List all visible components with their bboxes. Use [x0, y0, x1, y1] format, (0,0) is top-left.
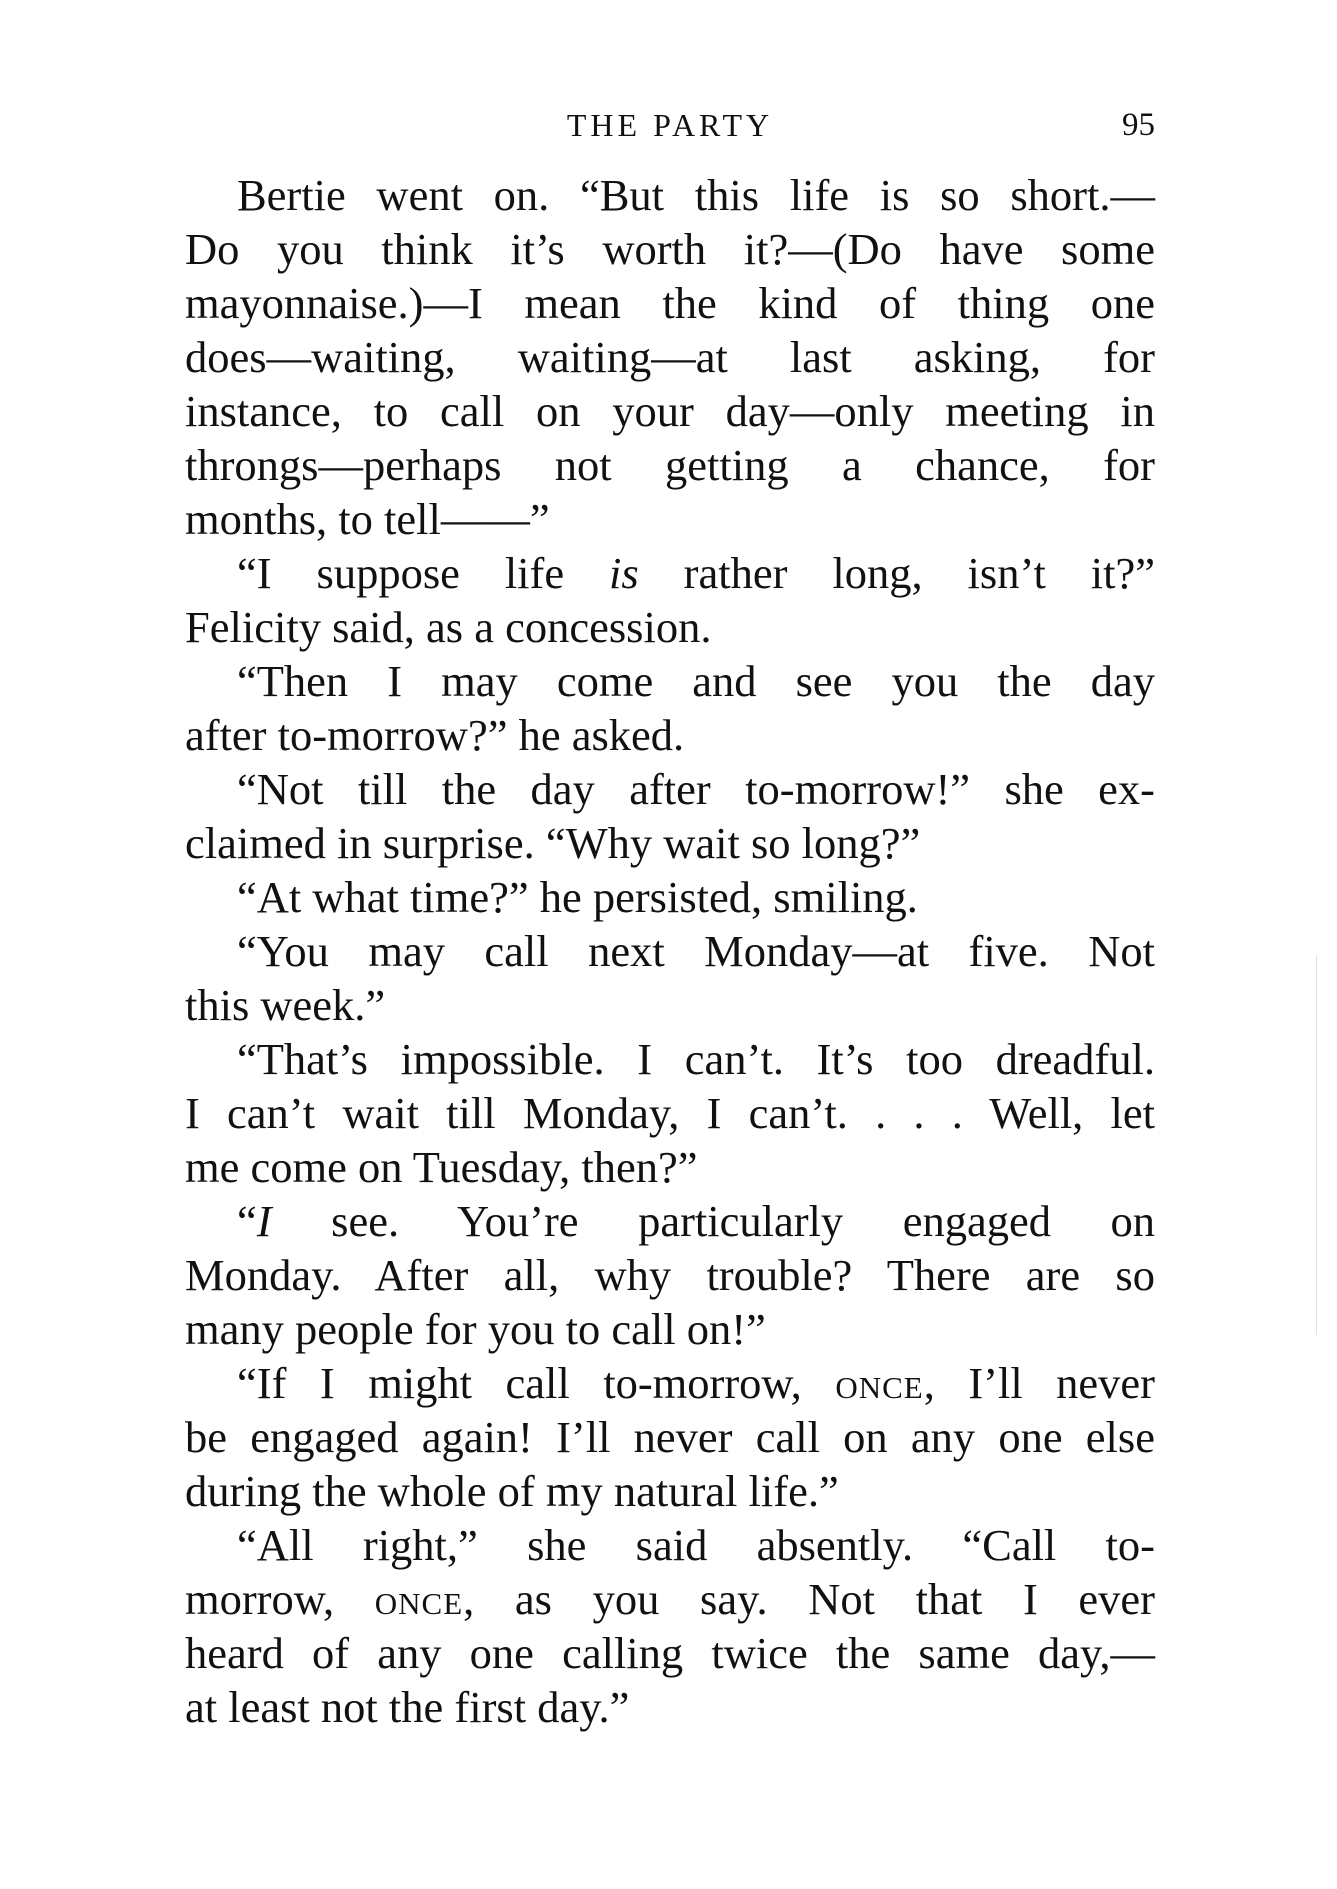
text-line: “That’s impossible. I can’t. It’s too dreadful.	[237, 1034, 1155, 1084]
page-number: 95	[1122, 107, 1155, 143]
text-line: “At what time?” he persisted, smiling.	[237, 872, 918, 922]
text-line	[185, 1572, 1155, 1626]
text-line: “Then I may come and see you the day	[237, 656, 1155, 706]
paragraph-4	[185, 762, 1155, 870]
running-title: THE PARTY	[566, 107, 774, 143]
text-line: “Not till the day after to-morrow!” she ex-	[237, 764, 1155, 814]
text-line: this week.”	[185, 980, 386, 1030]
paragraph-1	[185, 168, 1155, 546]
text-run: , as you say. Not that I ever	[463, 1574, 1155, 1624]
scan-edge-line	[1316, 955, 1317, 1335]
text-run: morrow,	[185, 1574, 375, 1624]
text-line: at least not the first day.”	[185, 1682, 630, 1732]
text-line: instance, to call on your day—only meeting in	[185, 386, 1155, 436]
body-text	[185, 168, 1155, 1734]
text-line: Felicity said, as a concession.	[185, 602, 712, 652]
paragraph-10	[185, 1518, 1155, 1734]
text-run: see. You’re particularly engaged on	[271, 1196, 1155, 1246]
text-line: Bertie went on. “But this life is so short.—	[237, 170, 1155, 220]
text-line: many people for you to call on!”	[185, 1304, 766, 1354]
small-caps-emphasis: once	[835, 1358, 924, 1408]
paragraph-8	[185, 1194, 1155, 1356]
italic-emphasis: is	[609, 548, 639, 598]
text-line: after to-morrow?” he asked.	[185, 710, 685, 760]
text-line: “All right,” she said absently. “Call to-	[237, 1520, 1155, 1570]
text-line: mayonnaise.)—I mean the kind of thing one	[185, 278, 1155, 328]
text-run: “	[237, 1196, 257, 1246]
text-line	[185, 1356, 1155, 1410]
text-run: rather long, isn’t it?”	[638, 548, 1155, 598]
small-caps-emphasis: once	[374, 1574, 464, 1624]
text-line: Monday. After all, why trouble? There are so	[185, 1250, 1155, 1300]
text-line	[185, 546, 1155, 600]
paragraph-7	[185, 1032, 1155, 1194]
running-head	[185, 100, 1155, 150]
text-line: “You may call next Monday—at five. Not	[237, 926, 1155, 976]
text-line	[185, 1194, 1155, 1248]
text-line: claimed in surprise. “Why wait so long?”	[185, 818, 921, 868]
paragraph-6	[185, 924, 1155, 1032]
paragraph-3	[185, 654, 1155, 762]
text-line: heard of any one calling twice the same day,—	[185, 1628, 1155, 1678]
text-line: during the whole of my natural life.”	[185, 1466, 839, 1516]
text-line: Do you think it’s worth it?—(Do have some	[185, 224, 1155, 274]
text-run: “If I might call to-morrow,	[237, 1358, 836, 1408]
text-run: “I suppose life	[237, 548, 610, 598]
text-line: throngs—perhaps not getting a chance, for	[185, 440, 1155, 490]
paragraph-2	[185, 546, 1155, 654]
italic-emphasis: I	[256, 1196, 272, 1246]
text-run: , I’ll never	[923, 1358, 1156, 1408]
text-line: me come on Tuesday, then?”	[185, 1142, 698, 1192]
text-line: be engaged again! I’ll never call on any one else	[185, 1412, 1155, 1462]
text-line: does—waiting, waiting—at last asking, for	[185, 332, 1155, 382]
text-line: I can’t wait till Monday, I can’t. . . . Well, let	[185, 1088, 1155, 1138]
text-line: months, to tell——”	[185, 494, 550, 544]
paragraph-9	[185, 1356, 1155, 1518]
paragraph-5	[185, 870, 1155, 924]
